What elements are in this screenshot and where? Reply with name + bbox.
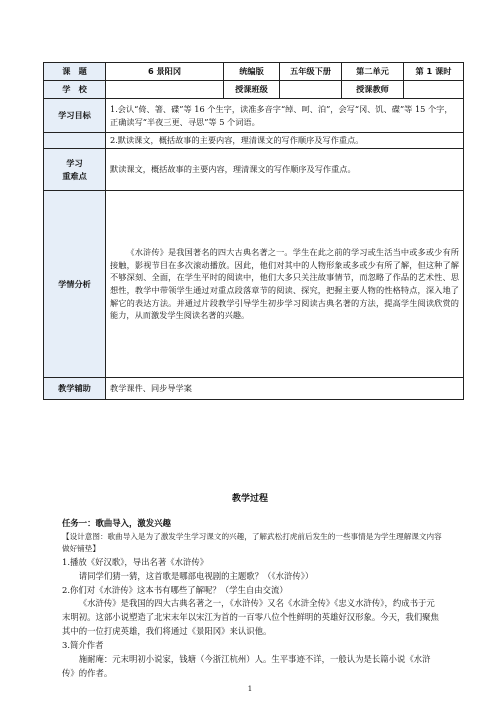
table-row — [44, 81, 464, 99]
cell-topic-value: 6 景阳冈 — [106, 63, 224, 81]
cell-period: 第 1 课时 — [404, 63, 464, 81]
step-1: 1.播放《好汉歌》，导出名著《水浒传》 — [62, 556, 209, 567]
step-1-question: 请同学们猜一猜，这首歌是哪部电视剧的主题歌？（《水浒传》） — [78, 570, 314, 581]
cell-key-text: 默读课文，概括故事的主要内容，理清课文的写作顺序及写作重点。 — [106, 149, 464, 191]
task-1-title: 任务一：歌曲导入，激发兴趣 — [62, 518, 171, 528]
goal-item-2: 2.默读课文，概括故事的主要内容，理清课文的写作顺序及写作重点。 — [106, 133, 464, 149]
key-label-line-1: 学习 — [66, 157, 83, 168]
cell-class-value — [280, 81, 342, 99]
cell-aid-text: 教学课件、同步导学案 — [106, 378, 464, 400]
key-label-line-2: 重难点 — [62, 170, 87, 181]
cell-goals-text — [106, 99, 464, 133]
table-row — [44, 149, 464, 191]
lesson-info-table — [43, 62, 464, 400]
process-heading: 教学过程 — [231, 494, 268, 504]
cell-teacher-label: 授课教师 — [342, 81, 404, 99]
design-note: 【设计意图：歌曲导入是为了激发学生学习课文的兴趣，了解武松打虎前后发生的一些事情是为学生理解课文内容做好铺垫】 — [62, 531, 442, 554]
cell-topic-label: 课 题 — [44, 63, 106, 81]
step-3-text: 施耐庵：元末明初小说家，钱塘（今浙江杭州）人。生平事迹不详，一般认为是长篇小说《水浒传》的作者。 — [62, 653, 431, 678]
step-2-text: 《水浒传》是我国的四大古典名著之一，《水浒传》又名《水浒全传》《忠义水浒传》，约成书于元末明初。这部小说塑造了北宋末年以宋江为首的一百零八位个性鲜明的英雄好汉形象。今天，我们聚焦其中的一位打虎英雄，我们将通过《景阳冈》来认识他。 — [62, 598, 439, 637]
step-2: 2.你们对《水浒传》这本书有哪些了解呢？（学生自由交流） — [62, 584, 288, 595]
table-row — [44, 191, 464, 378]
cell-grade: 五年级下册 — [280, 63, 342, 81]
table-row — [44, 99, 464, 133]
cell-school-label: 学 校 — [44, 81, 106, 99]
table-row — [44, 133, 464, 149]
cell-school-value — [106, 81, 224, 99]
cell-edition: 统编版 — [224, 63, 280, 81]
cell-teacher-value — [404, 81, 464, 99]
cell-analysis-text: 《水浒传》是我国著名的四大古典名著之一。学生在此之前的学习或生活当中或多或少有所接触，影视节目在多次滚动播放。因此，他们对其中的人物形象或多或少有所了解，但这种了解不够深刻、全面，在学生平时的阅读中，他们大多只关注故事情节，而忽略了作品的艺术性、思想性，教学中带领学生通过对重点段落章节的阅读、探究，把握主要人物的性格特点，深入地了解它的表达方法。并通过片段教学引导学生初步学习阅读古典名著的方法，提高学生阅读欣赏的能力，从而激发学生阅读名著的兴趣。 — [106, 191, 464, 378]
goal-item-1: 1.会认“倚、箸、碟”等 16 个生字，读准多音字“绰、呵、泊”，会写“冈、饥、碟”等 15 个字，正确读写“半夜三更、寻思”等 5 个词语。 — [110, 103, 453, 127]
cell-unit: 第二单元 — [342, 63, 404, 81]
table-row — [44, 63, 464, 81]
cell-analysis-label: 学情分析 — [44, 191, 106, 378]
cell-goals-label-cont — [44, 133, 106, 149]
cell-class-label: 授课班级 — [224, 81, 280, 99]
table-row — [44, 378, 464, 400]
cell-goals-label: 学习目标 — [44, 99, 106, 133]
cell-aid-label: 教学辅助 — [44, 378, 106, 400]
step-3: 3.简介作者 — [62, 640, 104, 651]
cell-key-label — [44, 149, 106, 191]
process-body — [62, 517, 442, 681]
page-number: 1 — [247, 685, 253, 693]
